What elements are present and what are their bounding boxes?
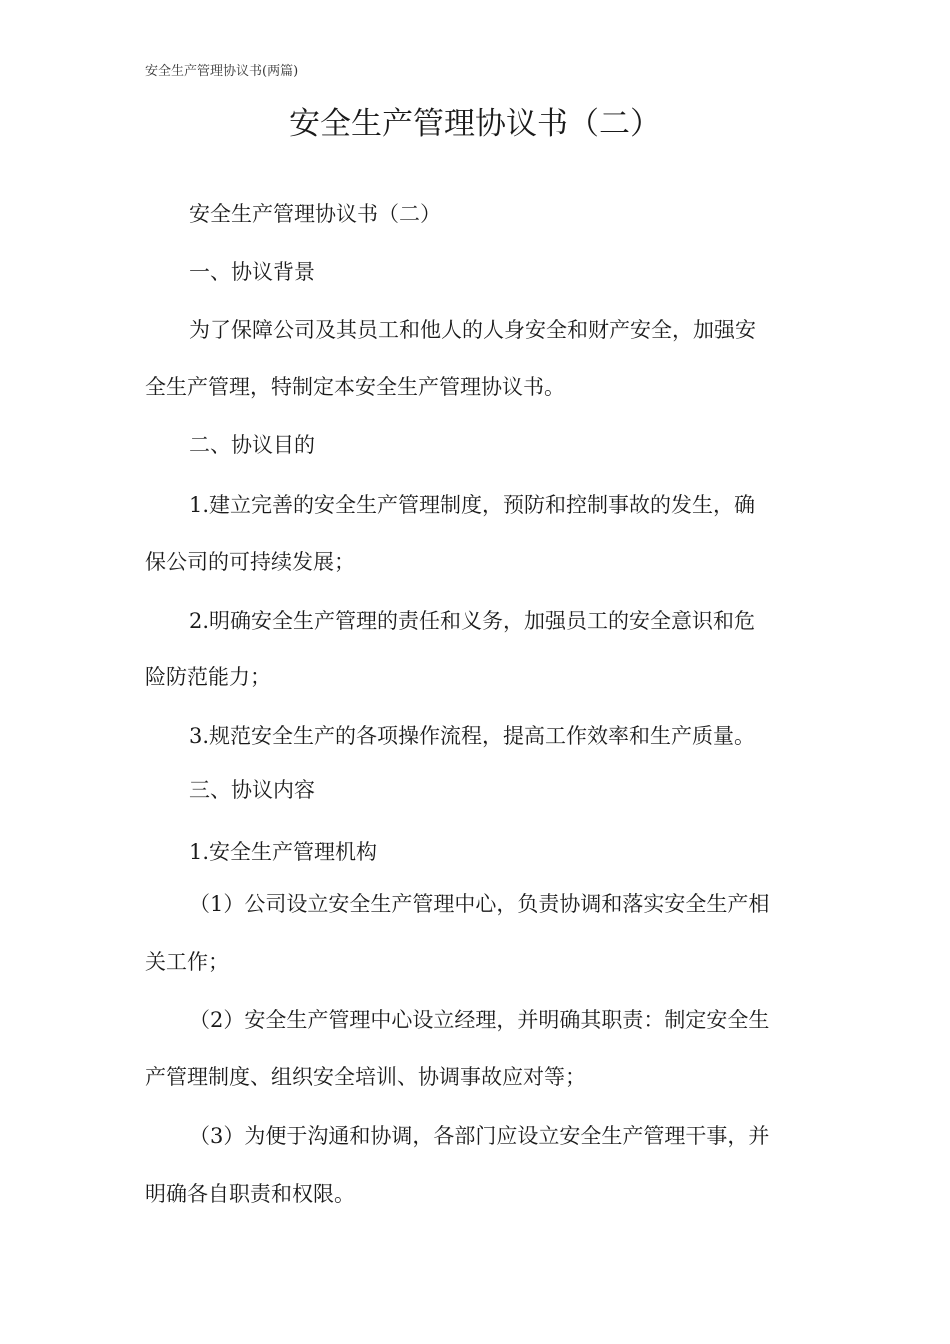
list-item-line: （3）为便于沟通和协调，各部门应设立安全生产管理干事，并 bbox=[189, 1124, 770, 1148]
subsection-heading: 1.安全生产管理机构 bbox=[189, 840, 378, 864]
list-item-line: 3.规范安全生产的各项操作流程，提高工作效率和生产质量。 bbox=[189, 724, 756, 748]
paragraph-line: 为了保障公司及其员工和他人的人身安全和财产安全，加强安 bbox=[189, 318, 756, 342]
section-heading-purpose: 二、协议目的 bbox=[189, 433, 315, 457]
list-item-line: 2.明确安全生产管理的责任和义务，加强员工的安全意识和危 bbox=[189, 609, 756, 633]
paragraph-line: 全生产管理，特制定本安全生产管理协议书。 bbox=[145, 375, 565, 399]
document-title: 安全生产管理协议书（二） bbox=[289, 106, 661, 142]
list-item-line: 保公司的可持续发展； bbox=[145, 550, 355, 574]
paragraph-subtitle: 安全生产管理协议书（二） bbox=[189, 202, 441, 226]
list-item-line: 关工作； bbox=[145, 950, 229, 974]
section-heading-background: 一、协议背景 bbox=[189, 260, 315, 284]
list-item-line: 险防范能力； bbox=[145, 665, 271, 689]
list-item-line: （2）安全生产管理中心设立经理，并明确其职责：制定安全生 bbox=[189, 1008, 770, 1032]
list-item-line: 1.建立完善的安全生产管理制度，预防和控制事故的发生，确 bbox=[189, 493, 756, 517]
list-item-line: （1）公司设立安全生产管理中心，负责协调和落实安全生产相 bbox=[189, 892, 770, 916]
running-header: 安全生产管理协议书(两篇) bbox=[145, 64, 299, 79]
list-item-line: 明确各自职责和权限。 bbox=[145, 1182, 355, 1206]
list-item-line: 产管理制度、组织安全培训、协调事故应对等； bbox=[145, 1065, 586, 1089]
section-heading-content: 三、协议内容 bbox=[189, 778, 315, 802]
